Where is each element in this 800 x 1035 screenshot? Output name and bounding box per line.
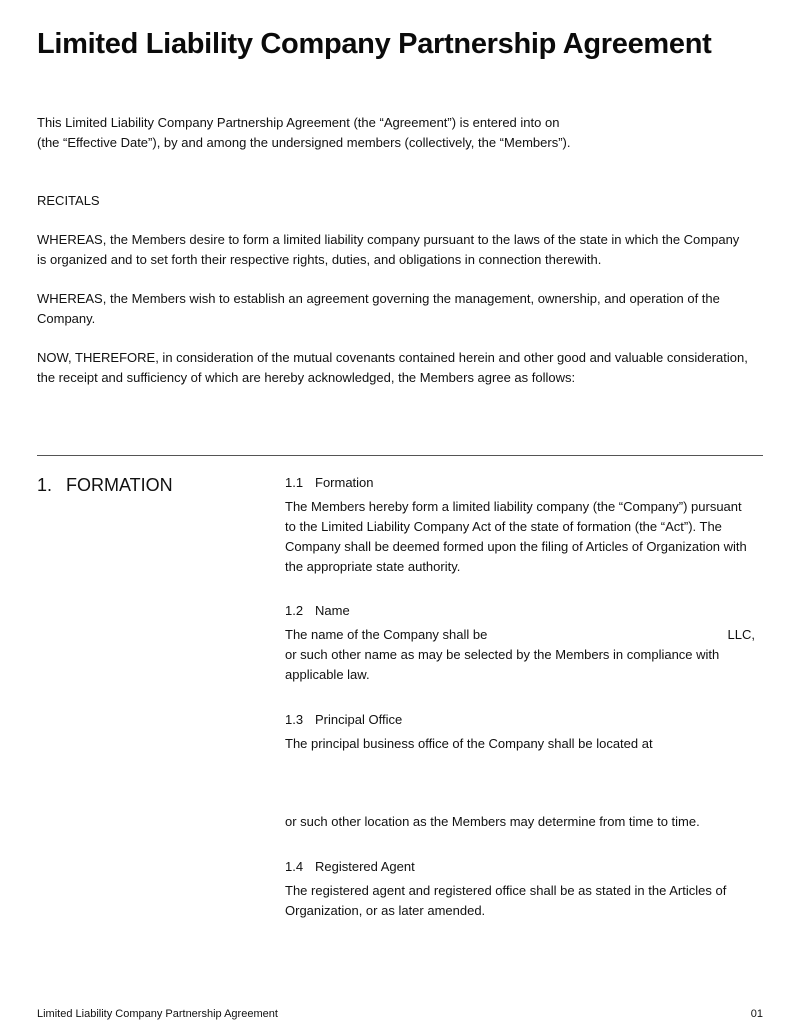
clause-title: Name xyxy=(315,603,350,618)
clause-title: Registered Agent xyxy=(315,859,415,874)
clause-line: applicable law. xyxy=(285,667,370,682)
clause-body xyxy=(285,497,765,577)
clause-line: Organization, or as later amended. xyxy=(285,903,486,918)
footer-document-title: Limited Liability Company Partnership Agreement xyxy=(37,1008,278,1020)
clause-heading xyxy=(285,857,765,877)
section-heading xyxy=(37,473,173,497)
recital-line: NOW, THEREFORE, in consideration of the mutual covenants contained herein and other good and valuable consideration, xyxy=(37,350,748,365)
clause-number: 1.4 xyxy=(285,859,304,874)
clause-line: or such other name as may be selected by the Members in compliance with xyxy=(285,647,720,662)
clause-title: Principal Office xyxy=(315,712,403,727)
clause-line: The registered agent and registered office shall be as stated in the Articles of xyxy=(285,883,727,898)
section-title: FORMATION xyxy=(66,475,173,495)
clause-formation xyxy=(285,473,765,577)
section-number: 1. xyxy=(37,475,53,495)
clause-body xyxy=(285,881,765,921)
recital-line: WHEREAS, the Members wish to establish an agreement governing the management, ownership, and operation of the xyxy=(37,291,720,306)
footer-page-number: 01 xyxy=(750,1008,763,1020)
recitals-heading: RECITALS xyxy=(37,193,100,208)
clause-name xyxy=(285,601,765,685)
recital-line: the receipt and sufficiency of which are hereby acknowledged, the Members agree as follows: xyxy=(37,370,576,385)
clause-registered-agent xyxy=(285,857,765,921)
section-divider xyxy=(37,455,763,456)
clause-line: Company shall be deemed formed upon the filing of Articles of Organization with xyxy=(285,539,747,554)
clause-heading xyxy=(285,710,765,730)
clause-heading xyxy=(285,473,765,493)
clause-number: 1.2 xyxy=(285,603,304,618)
clause-line: or such other location as the Members may determine from time to time. xyxy=(285,814,700,829)
clause-principal-office xyxy=(285,710,765,754)
clause-line: to the Limited Liability Company Act of the state of formation (the “Act”). The xyxy=(285,519,722,534)
recital-line: Company. xyxy=(37,311,96,326)
clause-body xyxy=(285,734,765,754)
document-title: Limited Liability Company Partnership Agreement xyxy=(37,28,712,60)
recital-paragraph-3 xyxy=(37,348,765,388)
clause-title: Formation xyxy=(315,475,374,490)
clause-line: The name of the Company shall be xyxy=(285,627,488,642)
clause-number: 1.3 xyxy=(285,712,304,727)
clause-line: The Members hereby form a limited liability company (the “Company”) pursuant xyxy=(285,499,742,514)
recital-paragraph-2 xyxy=(37,289,765,329)
intro-paragraph xyxy=(37,113,767,153)
recital-line: is organized and to set forth their respective rights, duties, and obligations in connection therewith. xyxy=(37,252,602,267)
clause-line: the appropriate state authority. xyxy=(285,559,461,574)
intro-line: This Limited Liability Company Partnership Agreement (the “Agreement”) is entered into on xyxy=(37,115,560,130)
clause-heading xyxy=(285,601,765,621)
clause-body xyxy=(285,812,765,832)
llc-suffix: LLC, xyxy=(727,627,755,642)
recital-paragraph-1 xyxy=(37,230,765,270)
clause-line: The principal business office of the Company shall be located at xyxy=(285,736,653,751)
company-name-line xyxy=(285,625,765,645)
intro-line: (the “Effective Date”), by and among the undersigned members (collectively, the “Members”). xyxy=(37,135,571,150)
clause-number: 1.1 xyxy=(285,475,304,490)
recital-line: WHEREAS, the Members desire to form a limited liability company pursuant to the laws of the state in which the Company xyxy=(37,232,740,247)
clause-principal-office-continued xyxy=(285,812,765,832)
clause-body xyxy=(285,625,765,685)
